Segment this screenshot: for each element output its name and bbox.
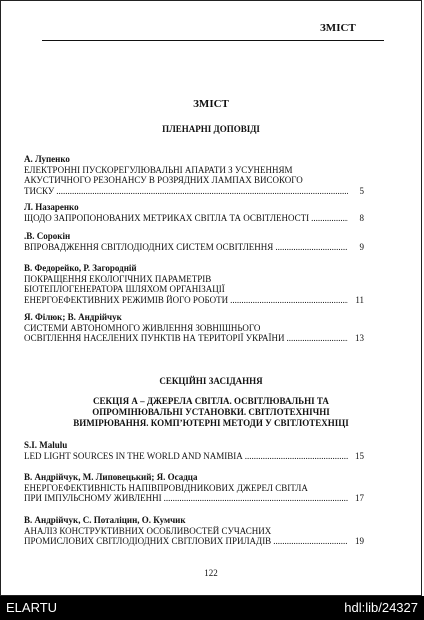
entry-title-line: ПРОМИСЛОВИХ СВІТЛОДІОДНИХ СВІТЛОВИХ ПРИЛАДІВ (24, 536, 272, 546)
toc-entry[interactable] (24, 154, 364, 196)
leader-dots (230, 295, 348, 306)
toc-entry[interactable] (24, 472, 364, 504)
footer-bar (0, 596, 424, 620)
entry-page: 17 (355, 493, 364, 503)
entry-page: 9 (359, 241, 364, 252)
entry-page: 13 (355, 333, 364, 343)
leader-dots (287, 333, 348, 344)
header-rule (42, 40, 384, 41)
entry-title-line: АКУСТИЧНОГО РЕЗОНАНСУ В РОЗРЯДНИХ ЛАМПАХ ВИСОКОГО (24, 175, 303, 185)
entry-title-line: ЩОДО ЗАПРОПОНОВАНИХ МЕТРИКАХ СВІТЛА ТА ОСВІТЛЕНОСТІ (24, 212, 310, 223)
entry-title-line: ВПРОВАДЖЕННЯ СВІТЛОДІОДНИХ СИСТЕМ ОСВІТЛЕННЯ (24, 241, 274, 252)
document-page (2, 2, 420, 594)
entry-page: 8 (359, 212, 364, 223)
entry-title-line: СИСТЕМИ АВТОНОМНОГО ЖИВЛЕННЯ ЗОВНІШНЬОГО (24, 322, 261, 333)
page-title: ЗМІСТ (193, 98, 229, 110)
entry-author: Я. Філюк; В. Андрійчук (24, 312, 122, 322)
leader-dots (275, 242, 348, 253)
entry-title-line: ЕНЕРГОЕФЕКТИВНІСТЬ НАПІВПРОВІДНИКОВИХ ДЖЕРЕЛ СВІТЛА (24, 482, 308, 493)
toc-entry[interactable] (24, 515, 364, 547)
running-head: ЗМІСТ (320, 22, 356, 34)
toc-entry[interactable] (24, 202, 364, 223)
entry-title-line: LED LIGHT SOURCES IN THE WORLD AND NAMIBIA (24, 450, 243, 461)
entry-author: Л. Назаренко (24, 202, 79, 212)
leader-dots (245, 451, 348, 462)
entry-page: 15 (355, 450, 364, 461)
toc-entry[interactable] (24, 231, 364, 252)
entry-title-line: ОСВІТЛЕННЯ НАСЕЛЕНИХ ПУНКТІВ НА ТЕРИТОРІЇ УКРАЇНИ (24, 333, 285, 343)
entry-author: В. Федорейко, Р. Загородній (24, 263, 137, 273)
entry-title-line: ПОКРАЩЕННЯ ЕКОЛОГІЧНИХ ПАРАМЕТРІВ (24, 273, 212, 284)
entry-title-line: ТИСКУ (24, 185, 55, 196)
section-a-heading-line: ВИМІРЮВАННЯ. КОМП’ЮТЕРНІ МЕТОДИ У СВІТЛОТЕХНІЦІ (73, 418, 349, 428)
footer-repository-label[interactable]: ELARTU (6, 600, 58, 615)
toc-entry[interactable] (24, 440, 364, 461)
entry-page: 5 (359, 185, 364, 196)
entry-title-line: БІОТЕПЛОГЕНЕРАТОРА ШЛЯХОМ ОРГАНІЗАЦІЇ (24, 284, 225, 294)
leader-dots (56, 186, 348, 197)
entry-title-line: АНАЛІЗ КОНСТРУКТИВНИХ ОСОБЛИВОСТЕЙ СУЧАСНИХ (24, 525, 272, 536)
toc-entry[interactable] (24, 312, 364, 344)
leader-dots (273, 536, 348, 547)
section-a-heading-line: ОПРОМІНЮВАЛЬНІ УСТАНОВКИ. СВІТЛОТЕХНІЧНІ (92, 407, 330, 417)
sessions-heading: СЕКЦІЙНІ ЗАСІДАННЯ (159, 376, 263, 386)
entry-title-line: ЕНЕРГОЕФЕКТИВНИХ РЕЖИМІВ ЙОГО РОБОТИ (24, 294, 229, 305)
entry-author: S.I. Malulu (24, 440, 68, 450)
entry-author: В. Андрійчук, М. Липовецький; Я. Осадца (24, 472, 198, 482)
section-a-heading (2, 396, 420, 429)
entry-title-line: ЕЛЕКТРОННІ ПУСКОРЕГУЛЮВАЛЬНІ АПАРАТИ З УСУНЕННЯМ (24, 164, 293, 175)
leader-dots (311, 213, 348, 224)
leader-dots (164, 493, 348, 504)
section-a-heading-line: СЕКЦІЯ А – ДЖЕРЕЛА СВІТЛА. ОСВІТЛЮВАЛЬНІ ТА (93, 396, 329, 406)
toc-entry[interactable] (24, 263, 364, 305)
entry-page: 11 (355, 294, 364, 305)
entry-page: 19 (355, 536, 364, 546)
entry-author: А. Лупенко (24, 154, 70, 164)
footer-handle-label[interactable]: hdl:lib/24327 (344, 600, 418, 615)
plenary-heading: ПЛЕНАРНІ ДОПОВІДІ (162, 124, 260, 134)
entry-author: В. Андрійчук, С. Поталіцин, О. Кумчик (24, 515, 186, 525)
entry-author: .В. Сорокін (24, 231, 71, 241)
page-number: 122 (204, 568, 218, 578)
entry-title-line: ПРИ ІМПУЛЬСНОМУ ЖИВЛЕННІ (24, 493, 162, 503)
